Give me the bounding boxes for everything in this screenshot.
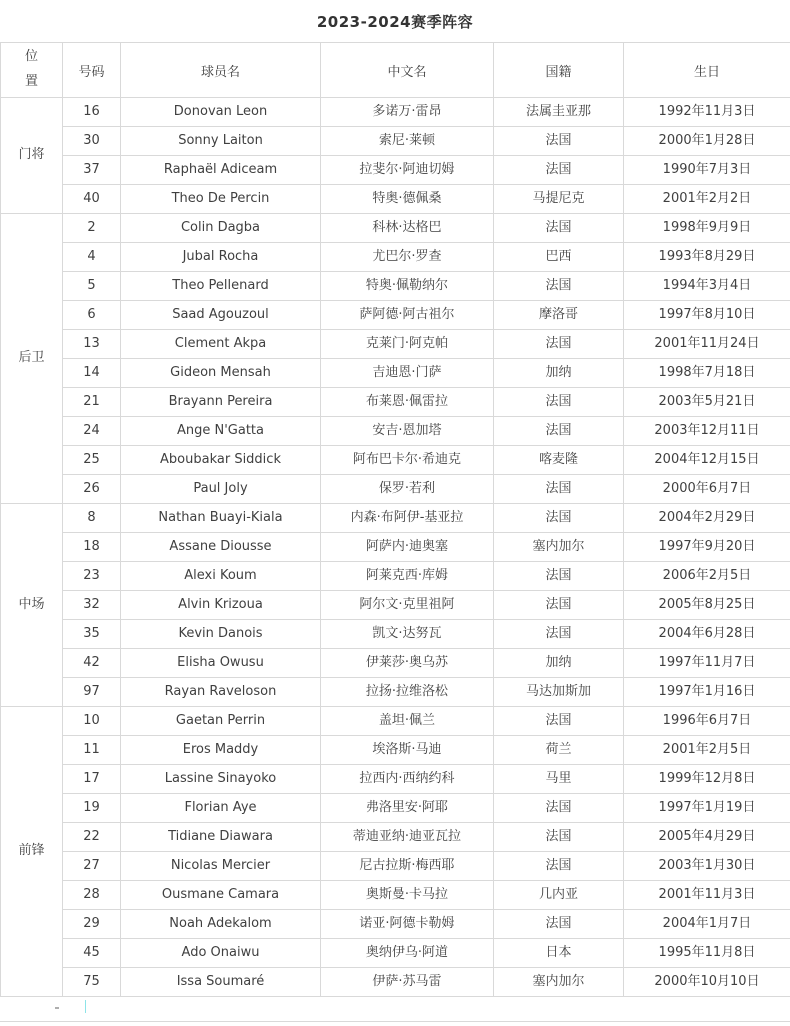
player-nationality: 法国 [494, 272, 624, 301]
player-birthday: 2003年5月21日 [624, 388, 790, 417]
player-row [1, 301, 790, 330]
player-birthday: 2000年1月28日 [624, 127, 790, 156]
player-number: 6 [63, 301, 121, 330]
player-row [1, 98, 790, 127]
player-row [1, 185, 790, 214]
player-nationality: 法国 [494, 214, 624, 243]
player-name: Paul Joly [121, 475, 321, 504]
player-name: Clement Akpa [121, 330, 321, 359]
player-nationality: 荷兰 [494, 736, 624, 765]
player-number: 5 [63, 272, 121, 301]
player-cn-name: 弗洛里安·阿耶 [321, 794, 494, 823]
player-cn-name: 埃洛斯·马迪 [321, 736, 494, 765]
player-nationality: 法国 [494, 910, 624, 939]
player-cn-name: 阿莱克西·库姆 [321, 562, 494, 591]
player-cn-name: 伊萨·苏马雷 [321, 968, 494, 997]
player-row [1, 446, 790, 475]
player-name: Brayann Pereira [121, 388, 321, 417]
roster-body [1, 98, 790, 997]
player-birthday: 2005年4月29日 [624, 823, 790, 852]
player-nationality: 喀麦隆 [494, 446, 624, 475]
player-number: 26 [63, 475, 121, 504]
player-number: 42 [63, 649, 121, 678]
player-nationality: 法国 [494, 417, 624, 446]
player-nationality: 法国 [494, 620, 624, 649]
player-birthday: 1993年8月29日 [624, 243, 790, 272]
player-number: 24 [63, 417, 121, 446]
player-row [1, 156, 790, 185]
player-cn-name: 特奥·德佩桑 [321, 185, 494, 214]
player-number: 11 [63, 736, 121, 765]
player-number: 16 [63, 98, 121, 127]
player-name: Elisha Owusu [121, 649, 321, 678]
player-nationality: 塞内加尔 [494, 968, 624, 997]
player-nationality: 加纳 [494, 649, 624, 678]
player-name: Ange N'Gatta [121, 417, 321, 446]
player-cn-name: 多诺万·雷昂 [321, 98, 494, 127]
position-group-label: 后卫 [1, 214, 63, 504]
player-number: 21 [63, 388, 121, 417]
player-row [1, 707, 790, 736]
player-name: Issa Soumaré [121, 968, 321, 997]
player-number: 37 [63, 156, 121, 185]
player-name: Florian Aye [121, 794, 321, 823]
player-number: 25 [63, 446, 121, 475]
player-birthday: 2001年11月24日 [624, 330, 790, 359]
player-number: 29 [63, 910, 121, 939]
stray-text-cursor-artifact [85, 1000, 86, 1013]
player-cn-name: 布莱恩·佩雷拉 [321, 388, 494, 417]
player-row [1, 765, 790, 794]
player-row [1, 330, 790, 359]
player-name: Noah Adekalom [121, 910, 321, 939]
player-row [1, 127, 790, 156]
player-name: Rayan Raveloson [121, 678, 321, 707]
player-row [1, 968, 790, 997]
player-nationality: 法国 [494, 156, 624, 185]
player-cn-name: 保罗·若利 [321, 475, 494, 504]
player-row [1, 359, 790, 388]
player-name: Aboubakar Siddick [121, 446, 321, 475]
player-number: 19 [63, 794, 121, 823]
player-birthday: 1997年9月20日 [624, 533, 790, 562]
roster-table [0, 42, 790, 997]
player-number: 8 [63, 504, 121, 533]
player-cn-name: 拉扬·拉维洛松 [321, 678, 494, 707]
player-row [1, 475, 790, 504]
player-name: Lassine Sinayoko [121, 765, 321, 794]
player-nationality: 法国 [494, 388, 624, 417]
player-cn-name: 奥纳伊乌·阿道 [321, 939, 494, 968]
player-birthday: 1994年3月4日 [624, 272, 790, 301]
player-number: 13 [63, 330, 121, 359]
player-row [1, 504, 790, 533]
player-nationality: 巴西 [494, 243, 624, 272]
player-birthday: 1990年7月3日 [624, 156, 790, 185]
player-birthday: 1992年11月3日 [624, 98, 790, 127]
player-nationality: 马达加斯加 [494, 678, 624, 707]
player-row [1, 417, 790, 446]
player-nationality: 几内亚 [494, 881, 624, 910]
player-row [1, 736, 790, 765]
player-number: 27 [63, 852, 121, 881]
position-group-label: 前锋 [1, 707, 63, 997]
player-name: Kevin Danois [121, 620, 321, 649]
player-name: Sonny Laiton [121, 127, 321, 156]
player-number: 40 [63, 185, 121, 214]
player-name: Eros Maddy [121, 736, 321, 765]
player-cn-name: 吉迪恩·门萨 [321, 359, 494, 388]
col-header-position-label: 位置 [24, 49, 38, 89]
player-cn-name: 萨阿德·阿古祖尔 [321, 301, 494, 330]
player-nationality: 马提尼克 [494, 185, 624, 214]
player-birthday: 2003年1月30日 [624, 852, 790, 881]
player-cn-name: 拉西内·西纳约科 [321, 765, 494, 794]
player-row [1, 794, 790, 823]
player-nationality: 摩洛哥 [494, 301, 624, 330]
player-cn-name: 科林·达格巴 [321, 214, 494, 243]
player-birthday: 2000年6月7日 [624, 475, 790, 504]
player-birthday: 2001年2月2日 [624, 185, 790, 214]
player-birthday: 2001年11月3日 [624, 881, 790, 910]
player-nationality: 法国 [494, 475, 624, 504]
player-number: 4 [63, 243, 121, 272]
player-birthday: 1997年1月16日 [624, 678, 790, 707]
player-nationality: 法国 [494, 562, 624, 591]
player-row [1, 562, 790, 591]
player-cn-name: 尼古拉斯·梅西耶 [321, 852, 494, 881]
player-row [1, 388, 790, 417]
player-number: 35 [63, 620, 121, 649]
player-birthday: 2004年12月15日 [624, 446, 790, 475]
col-header-player-name: 球员名 [121, 43, 321, 98]
player-number: 23 [63, 562, 121, 591]
player-birthday: 2005年8月25日 [624, 591, 790, 620]
player-nationality: 法国 [494, 591, 624, 620]
player-name: Tidiane Diawara [121, 823, 321, 852]
player-number: 22 [63, 823, 121, 852]
player-row [1, 243, 790, 272]
player-row [1, 678, 790, 707]
player-cn-name: 盖坦·佩兰 [321, 707, 494, 736]
player-cn-name: 阿尔文·克里祖阿 [321, 591, 494, 620]
player-number: 10 [63, 707, 121, 736]
player-row [1, 214, 790, 243]
player-number: 30 [63, 127, 121, 156]
player-name: Raphaël Adiceam [121, 156, 321, 185]
player-cn-name: 安吉·恩加塔 [321, 417, 494, 446]
player-number: 17 [63, 765, 121, 794]
player-birthday: 2004年1月7日 [624, 910, 790, 939]
player-name: Ado Onaiwu [121, 939, 321, 968]
player-cn-name: 伊莱莎·奥乌苏 [321, 649, 494, 678]
player-birthday: 2004年2月29日 [624, 504, 790, 533]
player-number: 2 [63, 214, 121, 243]
player-nationality: 法国 [494, 794, 624, 823]
stray-dash-artifact [55, 1007, 59, 1009]
player-name: Assane Diousse [121, 533, 321, 562]
player-name: Gaetan Perrin [121, 707, 321, 736]
player-number: 32 [63, 591, 121, 620]
player-nationality: 法国 [494, 707, 624, 736]
col-header-birthday: 生日 [624, 43, 790, 98]
player-row [1, 823, 790, 852]
player-number: 18 [63, 533, 121, 562]
player-cn-name: 阿萨内·迪奥塞 [321, 533, 494, 562]
position-group-label: 中场 [1, 504, 63, 707]
player-name: Colin Dagba [121, 214, 321, 243]
player-cn-name: 阿布巴卡尔·希迪克 [321, 446, 494, 475]
col-header-cn-name: 中文名 [321, 43, 494, 98]
player-birthday: 1997年8月10日 [624, 301, 790, 330]
player-cn-name: 尤巴尔·罗查 [321, 243, 494, 272]
col-header-nationality: 国籍 [494, 43, 624, 98]
player-nationality: 马里 [494, 765, 624, 794]
player-cn-name: 奥斯曼·卡马拉 [321, 881, 494, 910]
player-name: Alexi Koum [121, 562, 321, 591]
player-name: Nicolas Mercier [121, 852, 321, 881]
position-group-label: 门将 [1, 98, 63, 214]
player-nationality: 法国 [494, 127, 624, 156]
player-birthday: 1998年9月9日 [624, 214, 790, 243]
player-birthday: 1995年11月8日 [624, 939, 790, 968]
player-row [1, 272, 790, 301]
player-cn-name: 特奥·佩勒纳尔 [321, 272, 494, 301]
player-cn-name: 蒂迪亚纳·迪亚瓦拉 [321, 823, 494, 852]
player-nationality: 法国 [494, 852, 624, 881]
player-nationality: 法国 [494, 330, 624, 359]
player-cn-name: 内森·布阿伊-基亚拉 [321, 504, 494, 533]
player-cn-name: 凯文·达努瓦 [321, 620, 494, 649]
player-cn-name: 诺亚·阿德卡勒姆 [321, 910, 494, 939]
player-row [1, 939, 790, 968]
player-birthday: 2003年12月11日 [624, 417, 790, 446]
player-name: Gideon Mensah [121, 359, 321, 388]
player-birthday: 2001年2月5日 [624, 736, 790, 765]
player-row [1, 881, 790, 910]
player-row [1, 620, 790, 649]
footer-strip [0, 997, 790, 1022]
player-number: 97 [63, 678, 121, 707]
player-row [1, 591, 790, 620]
player-nationality: 加纳 [494, 359, 624, 388]
player-birthday: 1998年7月18日 [624, 359, 790, 388]
player-name: Saad Agouzoul [121, 301, 321, 330]
player-row [1, 533, 790, 562]
player-row [1, 852, 790, 881]
header-row [1, 43, 790, 98]
player-name: Jubal Rocha [121, 243, 321, 272]
player-birthday: 2000年10月10日 [624, 968, 790, 997]
player-name: Donovan Leon [121, 98, 321, 127]
player-birthday: 1997年11月7日 [624, 649, 790, 678]
player-cn-name: 克莱门·阿克帕 [321, 330, 494, 359]
player-number: 75 [63, 968, 121, 997]
player-nationality: 法国 [494, 823, 624, 852]
player-cn-name: 拉斐尔·阿迪切姆 [321, 156, 494, 185]
player-name: Ousmane Camara [121, 881, 321, 910]
player-name: Nathan Buayi-Kiala [121, 504, 321, 533]
player-nationality: 日本 [494, 939, 624, 968]
player-number: 14 [63, 359, 121, 388]
player-name: Theo De Percin [121, 185, 321, 214]
player-nationality: 法属圭亚那 [494, 98, 624, 127]
player-birthday: 1997年1月19日 [624, 794, 790, 823]
player-birthday: 2006年2月5日 [624, 562, 790, 591]
player-cn-name: 索尼·莱顿 [321, 127, 494, 156]
player-row [1, 649, 790, 678]
player-name: Alvin Krizoua [121, 591, 321, 620]
player-birthday: 1999年12月8日 [624, 765, 790, 794]
page-title: 2023-2024赛季阵容 [316, 12, 474, 31]
col-header-position [1, 43, 63, 98]
player-nationality: 法国 [494, 504, 624, 533]
col-header-number: 号码 [63, 43, 121, 98]
player-number: 45 [63, 939, 121, 968]
player-name: Theo Pellenard [121, 272, 321, 301]
player-nationality: 塞内加尔 [494, 533, 624, 562]
player-row [1, 910, 790, 939]
player-birthday: 1996年6月7日 [624, 707, 790, 736]
player-number: 28 [63, 881, 121, 910]
player-birthday: 2004年6月28日 [624, 620, 790, 649]
